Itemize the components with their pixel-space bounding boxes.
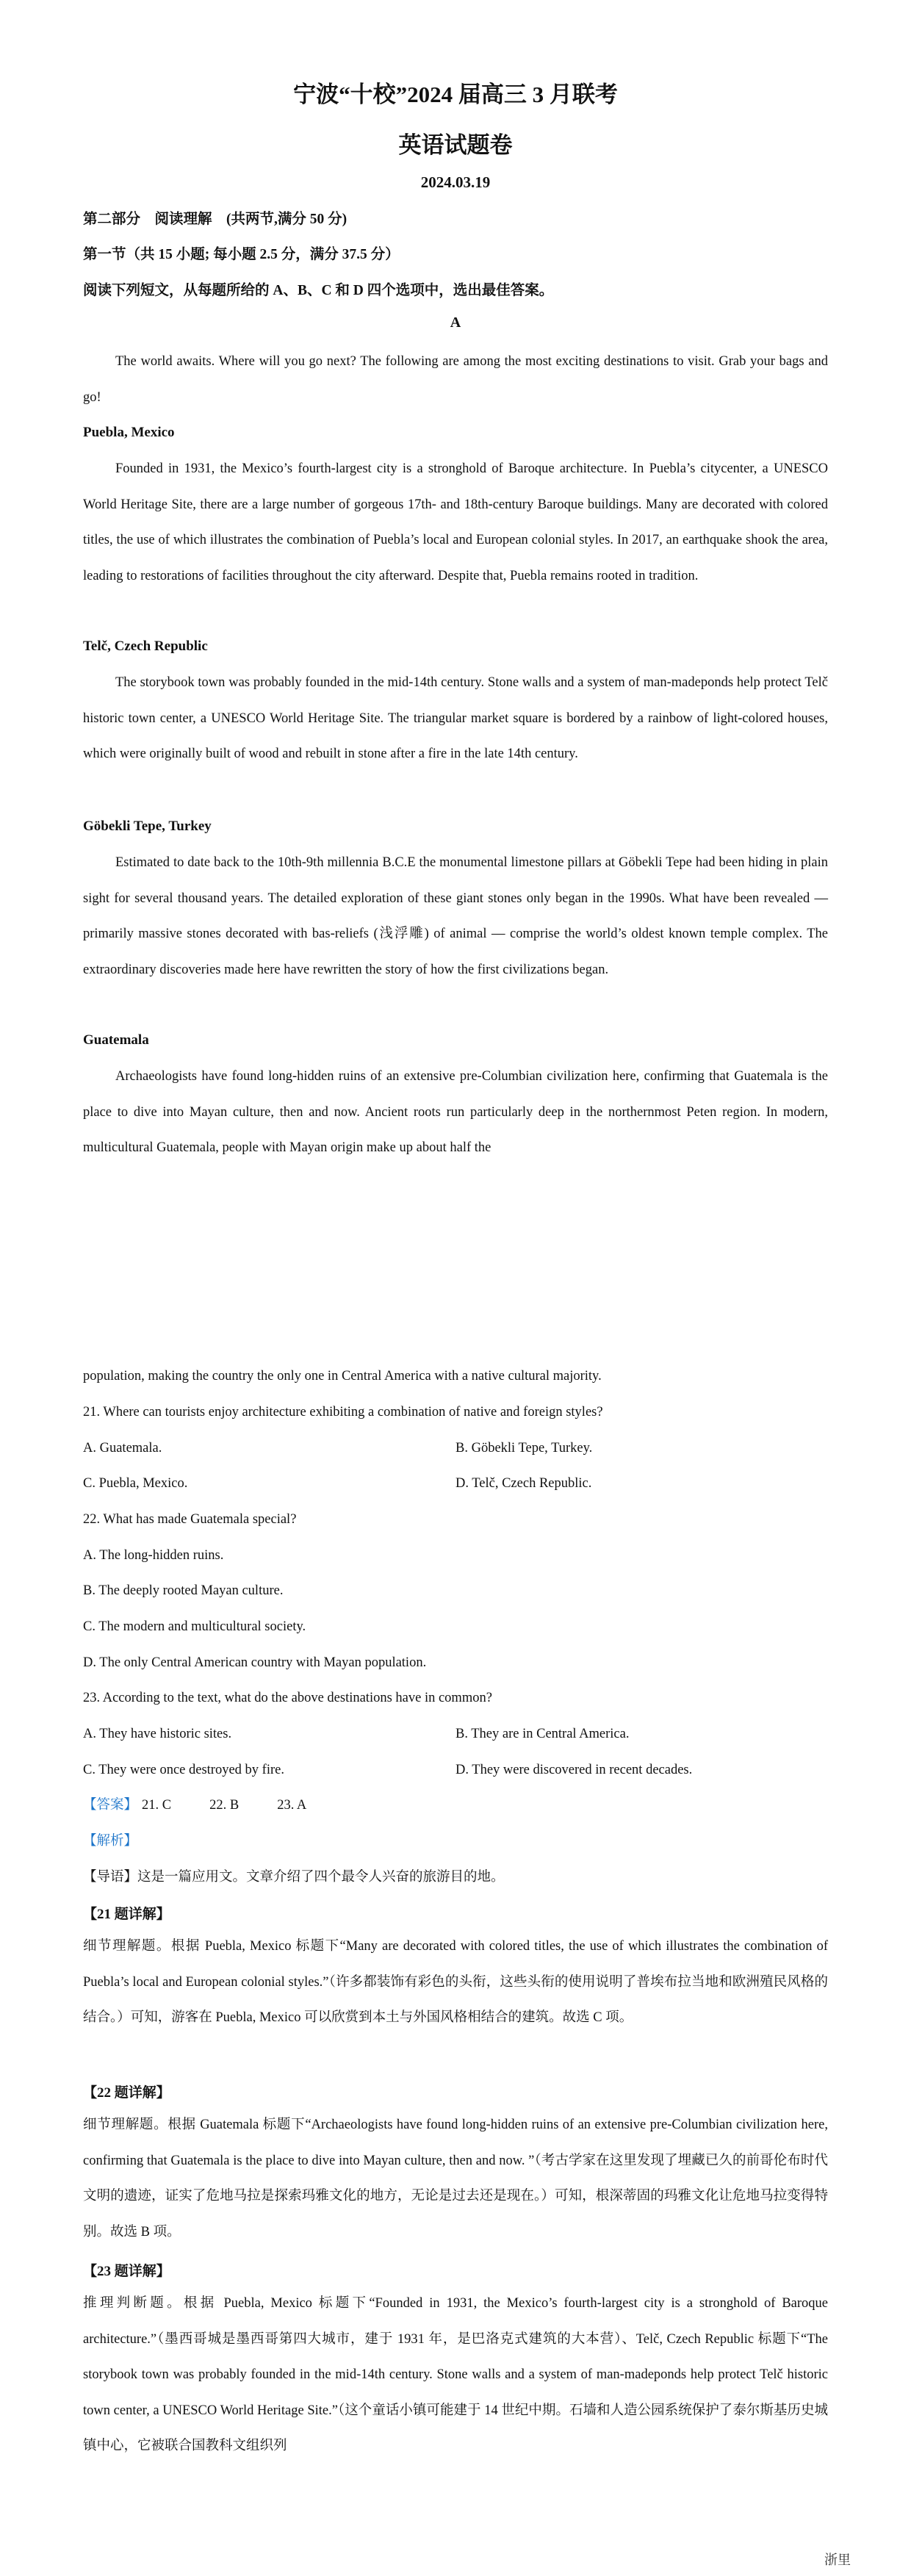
answer-label: 【答案】 [83, 1798, 138, 1813]
q23-analysis-title: 【23 题详解】 [83, 2264, 170, 2279]
place-heading-puebla: Puebla, Mexico [83, 425, 175, 440]
q21-analysis-text: 细节理解题。根据 Puebla, Mexico 标题下“Many are decorated with colored titles, the use of which illustrates the combination of Puebla’s local and European colonial styles.”（许多都装饰有彩色的头衔，这些头衔的使用说明了普埃布拉当地和欧洲殖民风格的结合。）可知，游客在 Puebla, Mexico 可以欣赏到本土与外国风格相结合的建筑。故选 C 项。 [83, 1939, 828, 2026]
analysis-label: 【解析】 [83, 1834, 138, 1849]
q21-option-a: A. Guatemala. [83, 1441, 162, 1456]
exam-title: 宁波“十校”2024 届高三 3 月联考 [293, 82, 618, 107]
instruction: 阅读下列短文，从每题所给的 A、B、C 和 D 四个选项中，选出最佳答案。 [83, 283, 554, 298]
q23-analysis-text: 推理判断题。根据 Puebla, Mexico 标题下“Founded in 1931, the Mexico’s fourth-largest city is a stronghold of Baroque architecture.”（墨西哥城是墨西哥第四大城市，建于 1931 年，是巴洛克式建筑的大本营）、Telč, Czech Republic 标题下“The storybook town was probably founded in the mid-14th century. Stone walls and a system of man-madeponds help protect Telč historic town center, a UNESCO World Heritage Site.”（这个童话小镇可能建于 14 世纪中期。石墙和人造公园系统保护了泰尔斯基历史城镇中心，它被联合国教科文组织列 [83, 2296, 828, 2454]
passage-label: A [450, 314, 461, 331]
answer-item: 23. A [277, 1798, 307, 1813]
footer-text: 浙里 [824, 2552, 851, 2567]
answer-line [83, 1796, 311, 1815]
place-heading-guatemala: Guatemala [83, 1032, 149, 1048]
analysis-guide: 【导语】这是一篇应用文。文章介绍了四个最令人兴奋的旅游目的地。 [83, 1870, 505, 1885]
exam-subtitle: 英语试题卷 [398, 132, 513, 158]
place-text-telc: The storybook town was probably founded in the mid-14th century. Stone walls and a system of man-madeponds help protect Telč historic town center, a UNESCO World Heritage Site. The triangular market square is bordered by a rainbow of light-colored houses, which were originally built of wood and rebuilt in stone after a fire in the late 14th century. [83, 675, 828, 762]
passage-continuation: population, making the country the only one in Central America with a native cultural majority. [83, 1369, 602, 1384]
answer-item: 21. C [142, 1798, 172, 1813]
q22-option-a: A. The long-hidden ruins. [83, 1548, 224, 1563]
q21-option-b: B. Göbekli Tepe, Turkey. [455, 1441, 593, 1456]
answer-item: 22. B [209, 1798, 240, 1813]
place-heading-gobekli: Göbekli Tepe, Turkey [83, 819, 212, 834]
q23-option-b: B. They are in Central America. [455, 1727, 630, 1741]
place-text-gobekli: Estimated to date back to the 10th-9th millennia B.C.E the monumental limestone pillars at Göbekli Tepe had been hiding in plain sight for several thousand years. The detailed exploration of these giant stones only began in the 1990s. What have been revealed — primarily massive stones decorated with bas-reliefs (浅浮雕) of animal — comprise the world’s oldest known temple complex. The extraordinary discoveries made here have rewritten the story of how the first civilizations began. [83, 855, 828, 977]
q23-option-d: D. They were discovered in recent decades. [455, 1763, 693, 1777]
place-heading-telc: Telč, Czech Republic [83, 638, 208, 654]
q23-option-c: C. They were once destroyed by fire. [83, 1763, 284, 1777]
question-22-stem: 22. What has made Guatemala special? [83, 1512, 297, 1527]
q23-option-a: A. They have historic sites. [83, 1727, 232, 1741]
place-text-puebla: Founded in 1931, the Mexico’s fourth-largest city is a stronghold of Baroque architecture. In Puebla’s citycenter, a UNESCO World Heritage Site, there are a large number of gorgeous 17th- and 18th-century Baroque buildings. Many are decorated with colored titles, the use of which illustrates the combination of Puebla’s local and European colonial styles. In 2017, an earthquake shook the area, leading to restorations of facilities throughout the city afterward. Despite that, Puebla remains rooted in tradition. [83, 461, 828, 583]
q21-option-d: D. Telč, Czech Republic. [455, 1476, 592, 1491]
q22-analysis-title: 【22 题详解】 [83, 2085, 170, 2101]
q22-option-d: D. The only Central American country with Mayan population. [83, 1655, 427, 1670]
question-23-stem: 23. According to the text, what do the above destinations have in common? [83, 1691, 492, 1705]
section-heading: 第一节（共 15 小题; 每小题 2.5 分，满分 37.5 分） [83, 247, 400, 262]
q21-analysis-title: 【21 题详解】 [83, 1907, 170, 1922]
passage-intro: The world awaits. Where will you go next? The following are among the most exciting destinations to visit. Grab your bags and go! [83, 354, 828, 405]
q21-option-c: C. Puebla, Mexico. [83, 1476, 188, 1491]
place-text-guatemala: Archaeologists have found long-hidden ruins of an extensive pre-Columbian civilization here, confirming that Guatemala is the place to dive into Mayan culture, then and now. Ancient roots run particularly deep in the northernmost Peten region. In modern, multicultural Guatemala, people with Mayan origin make up about half the [83, 1069, 828, 1156]
exam-date: 2024.03.19 [420, 173, 491, 191]
q22-option-b: B. The deeply rooted Mayan culture. [83, 1583, 284, 1598]
q22-analysis-text: 细节理解题。根据 Guatemala 标题下“Archaeologists have found long-hidden ruins of an extensive pre-Columbian civilization here, confirming that Guatemala is the place to dive into Mayan culture, then and now. ”（考古学家在这里发现了埋藏已久的前哥伦布时代文明的遗迹，证实了危地马拉是探索玛雅文化的地方，无论是过去还是现在。）可知，根深蒂固的玛雅文化让危地马拉变得特别。故选 B 项。 [83, 2118, 828, 2239]
question-21-stem: 21. Where can tourists enjoy architecture exhibiting a combination of native and foreign styles? [83, 1405, 603, 1420]
q22-option-c: C. The modern and multicultural society. [83, 1619, 306, 1634]
part-heading: 第二部分 阅读理解 (共两节,满分 50 分) [83, 212, 348, 227]
